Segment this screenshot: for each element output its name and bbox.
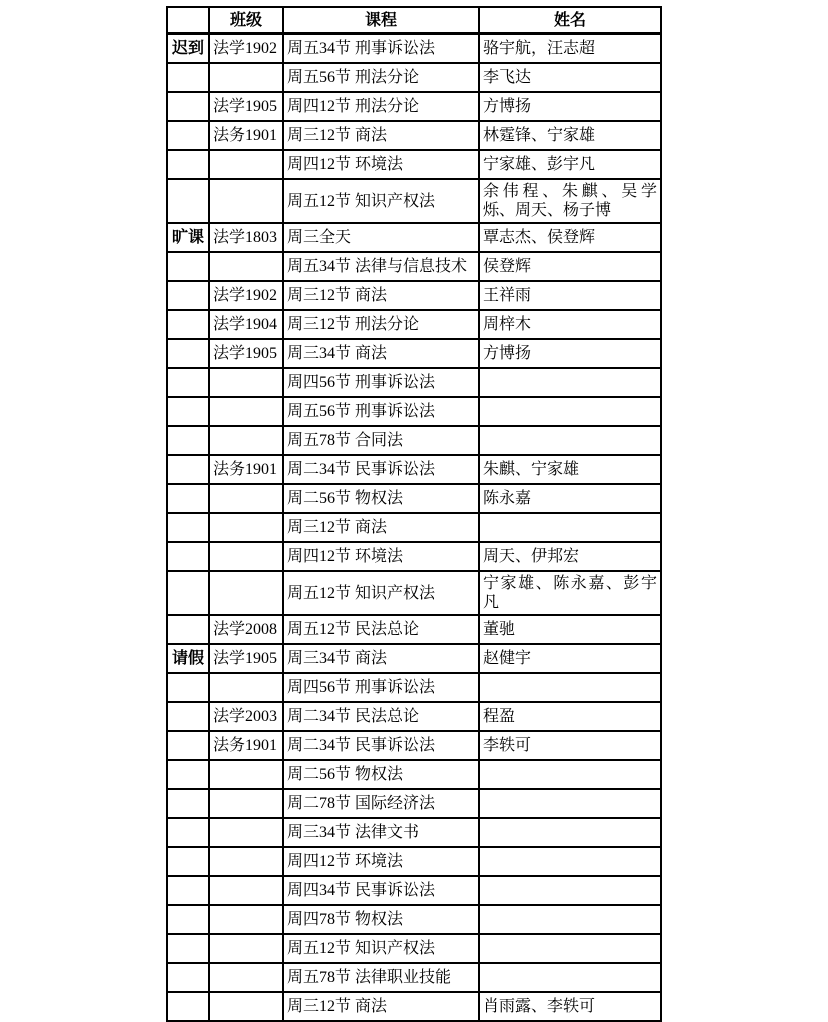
course-cell: 周五12节 知识产权法 bbox=[283, 571, 479, 615]
class-cell bbox=[209, 847, 283, 876]
class-cell bbox=[209, 905, 283, 934]
category-cell bbox=[167, 179, 209, 223]
class-cell: 法学2008 bbox=[209, 615, 283, 644]
course-cell: 周四12节 环境法 bbox=[283, 542, 479, 571]
table-row bbox=[167, 34, 661, 64]
class-cell bbox=[209, 426, 283, 455]
category-cell bbox=[167, 484, 209, 513]
category-cell bbox=[167, 789, 209, 818]
course-cell: 周三12节 刑法分论 bbox=[283, 310, 479, 339]
course-cell: 周四12节 环境法 bbox=[283, 847, 479, 876]
table-row bbox=[167, 63, 661, 92]
category-cell: 请假 bbox=[167, 644, 209, 673]
course-cell: 周五56节 刑法分论 bbox=[283, 63, 479, 92]
table-row bbox=[167, 673, 661, 702]
table-row bbox=[167, 760, 661, 789]
class-cell bbox=[209, 571, 283, 615]
course-cell: 周五12节 知识产权法 bbox=[283, 934, 479, 963]
course-cell: 周三12节 商法 bbox=[283, 992, 479, 1021]
names-cell bbox=[479, 818, 661, 847]
category-cell bbox=[167, 876, 209, 905]
class-cell bbox=[209, 542, 283, 571]
category-cell bbox=[167, 542, 209, 571]
table-row bbox=[167, 847, 661, 876]
names-cell: 王祥雨 bbox=[479, 281, 661, 310]
category-cell bbox=[167, 397, 209, 426]
names-cell bbox=[479, 426, 661, 455]
class-cell: 法学1904 bbox=[209, 310, 283, 339]
names-cell: 侯登辉 bbox=[479, 252, 661, 281]
table-row bbox=[167, 542, 661, 571]
class-cell bbox=[209, 673, 283, 702]
table-row bbox=[167, 310, 661, 339]
names-cell bbox=[479, 397, 661, 426]
class-cell bbox=[209, 789, 283, 818]
category-cell bbox=[167, 571, 209, 615]
table-row bbox=[167, 818, 661, 847]
table-row bbox=[167, 963, 661, 992]
class-cell bbox=[209, 818, 283, 847]
names-cell: 骆宇航，汪志超 bbox=[479, 34, 661, 64]
class-cell: 法学1905 bbox=[209, 644, 283, 673]
names-cell: 董驰 bbox=[479, 615, 661, 644]
class-cell bbox=[209, 397, 283, 426]
course-cell: 周五78节 法律职业技能 bbox=[283, 963, 479, 992]
class-cell: 法学1905 bbox=[209, 92, 283, 121]
names-cell: 宁家雄、陈永嘉、彭宇凡 bbox=[479, 571, 661, 615]
table-row bbox=[167, 731, 661, 760]
class-cell: 法学2003 bbox=[209, 702, 283, 731]
category-cell bbox=[167, 252, 209, 281]
course-cell: 周二78节 国际经济法 bbox=[283, 789, 479, 818]
names-cell: 朱麒、宁家雄 bbox=[479, 455, 661, 484]
class-cell bbox=[209, 179, 283, 223]
course-cell: 周四12节 环境法 bbox=[283, 150, 479, 179]
category-cell: 旷课 bbox=[167, 223, 209, 252]
class-cell: 法学1905 bbox=[209, 339, 283, 368]
category-cell bbox=[167, 702, 209, 731]
names-cell bbox=[479, 905, 661, 934]
category-cell bbox=[167, 455, 209, 484]
attendance-table bbox=[166, 6, 662, 1022]
class-cell: 法务1901 bbox=[209, 455, 283, 484]
category-cell bbox=[167, 847, 209, 876]
category-cell bbox=[167, 905, 209, 934]
category-cell bbox=[167, 368, 209, 397]
course-cell: 周四56节 刑事诉讼法 bbox=[283, 368, 479, 397]
names-cell bbox=[479, 876, 661, 905]
table-row bbox=[167, 484, 661, 513]
table-row bbox=[167, 92, 661, 121]
course-cell: 周五12节 民法总论 bbox=[283, 615, 479, 644]
class-cell bbox=[209, 934, 283, 963]
course-cell: 周二56节 物权法 bbox=[283, 760, 479, 789]
category-cell bbox=[167, 673, 209, 702]
category-cell: 迟到 bbox=[167, 34, 209, 64]
category-cell bbox=[167, 310, 209, 339]
category-cell bbox=[167, 281, 209, 310]
header-course-cell: 课程 bbox=[283, 7, 479, 34]
table-row bbox=[167, 702, 661, 731]
category-cell bbox=[167, 426, 209, 455]
names-cell: 周天、伊邦宏 bbox=[479, 542, 661, 571]
header-names-cell: 姓名 bbox=[479, 7, 661, 34]
header-class-cell: 班级 bbox=[209, 7, 283, 34]
table-row bbox=[167, 934, 661, 963]
course-cell: 周五34节 刑事诉讼法 bbox=[283, 34, 479, 64]
names-cell: 赵健宇 bbox=[479, 644, 661, 673]
table-row bbox=[167, 789, 661, 818]
class-cell bbox=[209, 63, 283, 92]
category-cell bbox=[167, 818, 209, 847]
class-cell: 法务1901 bbox=[209, 121, 283, 150]
names-cell: 覃志杰、侯登辉 bbox=[479, 223, 661, 252]
category-cell bbox=[167, 121, 209, 150]
course-cell: 周五12节 知识产权法 bbox=[283, 179, 479, 223]
class-cell: 法学1902 bbox=[209, 34, 283, 64]
table-row bbox=[167, 615, 661, 644]
names-cell bbox=[479, 673, 661, 702]
table-row bbox=[167, 571, 661, 615]
course-cell: 周三12节 商法 bbox=[283, 281, 479, 310]
names-cell bbox=[479, 760, 661, 789]
course-cell: 周三12节 商法 bbox=[283, 513, 479, 542]
course-cell: 周二34节 民法总论 bbox=[283, 702, 479, 731]
names-cell: 周梓木 bbox=[479, 310, 661, 339]
table-row bbox=[167, 252, 661, 281]
course-cell: 周二34节 民事诉讼法 bbox=[283, 455, 479, 484]
table-row bbox=[167, 281, 661, 310]
table-row bbox=[167, 644, 661, 673]
category-cell bbox=[167, 934, 209, 963]
class-cell: 法务1901 bbox=[209, 731, 283, 760]
table-row bbox=[167, 339, 661, 368]
table-row bbox=[167, 876, 661, 905]
names-cell: 林霆锋、宁家雄 bbox=[479, 121, 661, 150]
category-cell bbox=[167, 92, 209, 121]
class-cell bbox=[209, 150, 283, 179]
category-cell bbox=[167, 513, 209, 542]
category-cell bbox=[167, 760, 209, 789]
names-cell bbox=[479, 368, 661, 397]
names-cell: 宁家雄、彭宇凡 bbox=[479, 150, 661, 179]
names-cell: 方博扬 bbox=[479, 339, 661, 368]
table-row bbox=[167, 223, 661, 252]
class-cell: 法学1902 bbox=[209, 281, 283, 310]
category-cell bbox=[167, 731, 209, 760]
course-cell: 周四78节 物权法 bbox=[283, 905, 479, 934]
class-cell bbox=[209, 368, 283, 397]
course-cell: 周三12节 商法 bbox=[283, 121, 479, 150]
course-cell: 周二56节 物权法 bbox=[283, 484, 479, 513]
table-row bbox=[167, 455, 661, 484]
course-cell: 周二34节 民事诉讼法 bbox=[283, 731, 479, 760]
names-cell bbox=[479, 847, 661, 876]
names-cell: 余伟程、朱麒、吴学烁、周天、杨子博 bbox=[479, 179, 661, 223]
course-cell: 周三34节 商法 bbox=[283, 644, 479, 673]
table-row bbox=[167, 992, 661, 1021]
category-cell bbox=[167, 63, 209, 92]
course-cell: 周三34节 商法 bbox=[283, 339, 479, 368]
class-cell: 法学1803 bbox=[209, 223, 283, 252]
class-cell bbox=[209, 963, 283, 992]
course-cell: 周五78节 合同法 bbox=[283, 426, 479, 455]
class-cell bbox=[209, 513, 283, 542]
names-cell: 陈永嘉 bbox=[479, 484, 661, 513]
names-cell bbox=[479, 963, 661, 992]
names-cell: 程盈 bbox=[479, 702, 661, 731]
course-cell: 周五34节 法律与信息技术 bbox=[283, 252, 479, 281]
category-cell bbox=[167, 963, 209, 992]
names-cell: 李飞达 bbox=[479, 63, 661, 92]
names-cell bbox=[479, 789, 661, 818]
course-cell: 周五56节 刑事诉讼法 bbox=[283, 397, 479, 426]
class-cell bbox=[209, 992, 283, 1021]
class-cell bbox=[209, 484, 283, 513]
course-cell: 周四12节 刑法分论 bbox=[283, 92, 479, 121]
table-row bbox=[167, 397, 661, 426]
names-cell: 方博扬 bbox=[479, 92, 661, 121]
names-cell bbox=[479, 513, 661, 542]
category-cell bbox=[167, 339, 209, 368]
class-cell bbox=[209, 252, 283, 281]
names-cell bbox=[479, 934, 661, 963]
course-cell: 周四56节 刑事诉讼法 bbox=[283, 673, 479, 702]
course-cell: 周三34节 法律文书 bbox=[283, 818, 479, 847]
table-row bbox=[167, 905, 661, 934]
class-cell bbox=[209, 760, 283, 789]
category-cell bbox=[167, 150, 209, 179]
course-cell: 周四34节 民事诉讼法 bbox=[283, 876, 479, 905]
table-row bbox=[167, 179, 661, 223]
names-cell: 肖雨露、李轶可 bbox=[479, 992, 661, 1021]
names-cell: 李轶可 bbox=[479, 731, 661, 760]
class-cell bbox=[209, 876, 283, 905]
header-row bbox=[167, 7, 661, 34]
table-row bbox=[167, 368, 661, 397]
course-cell: 周三全天 bbox=[283, 223, 479, 252]
table-row bbox=[167, 121, 661, 150]
table-row bbox=[167, 513, 661, 542]
category-cell bbox=[167, 992, 209, 1021]
header-category-cell bbox=[167, 7, 209, 34]
table-row bbox=[167, 426, 661, 455]
category-cell bbox=[167, 615, 209, 644]
table-row bbox=[167, 150, 661, 179]
